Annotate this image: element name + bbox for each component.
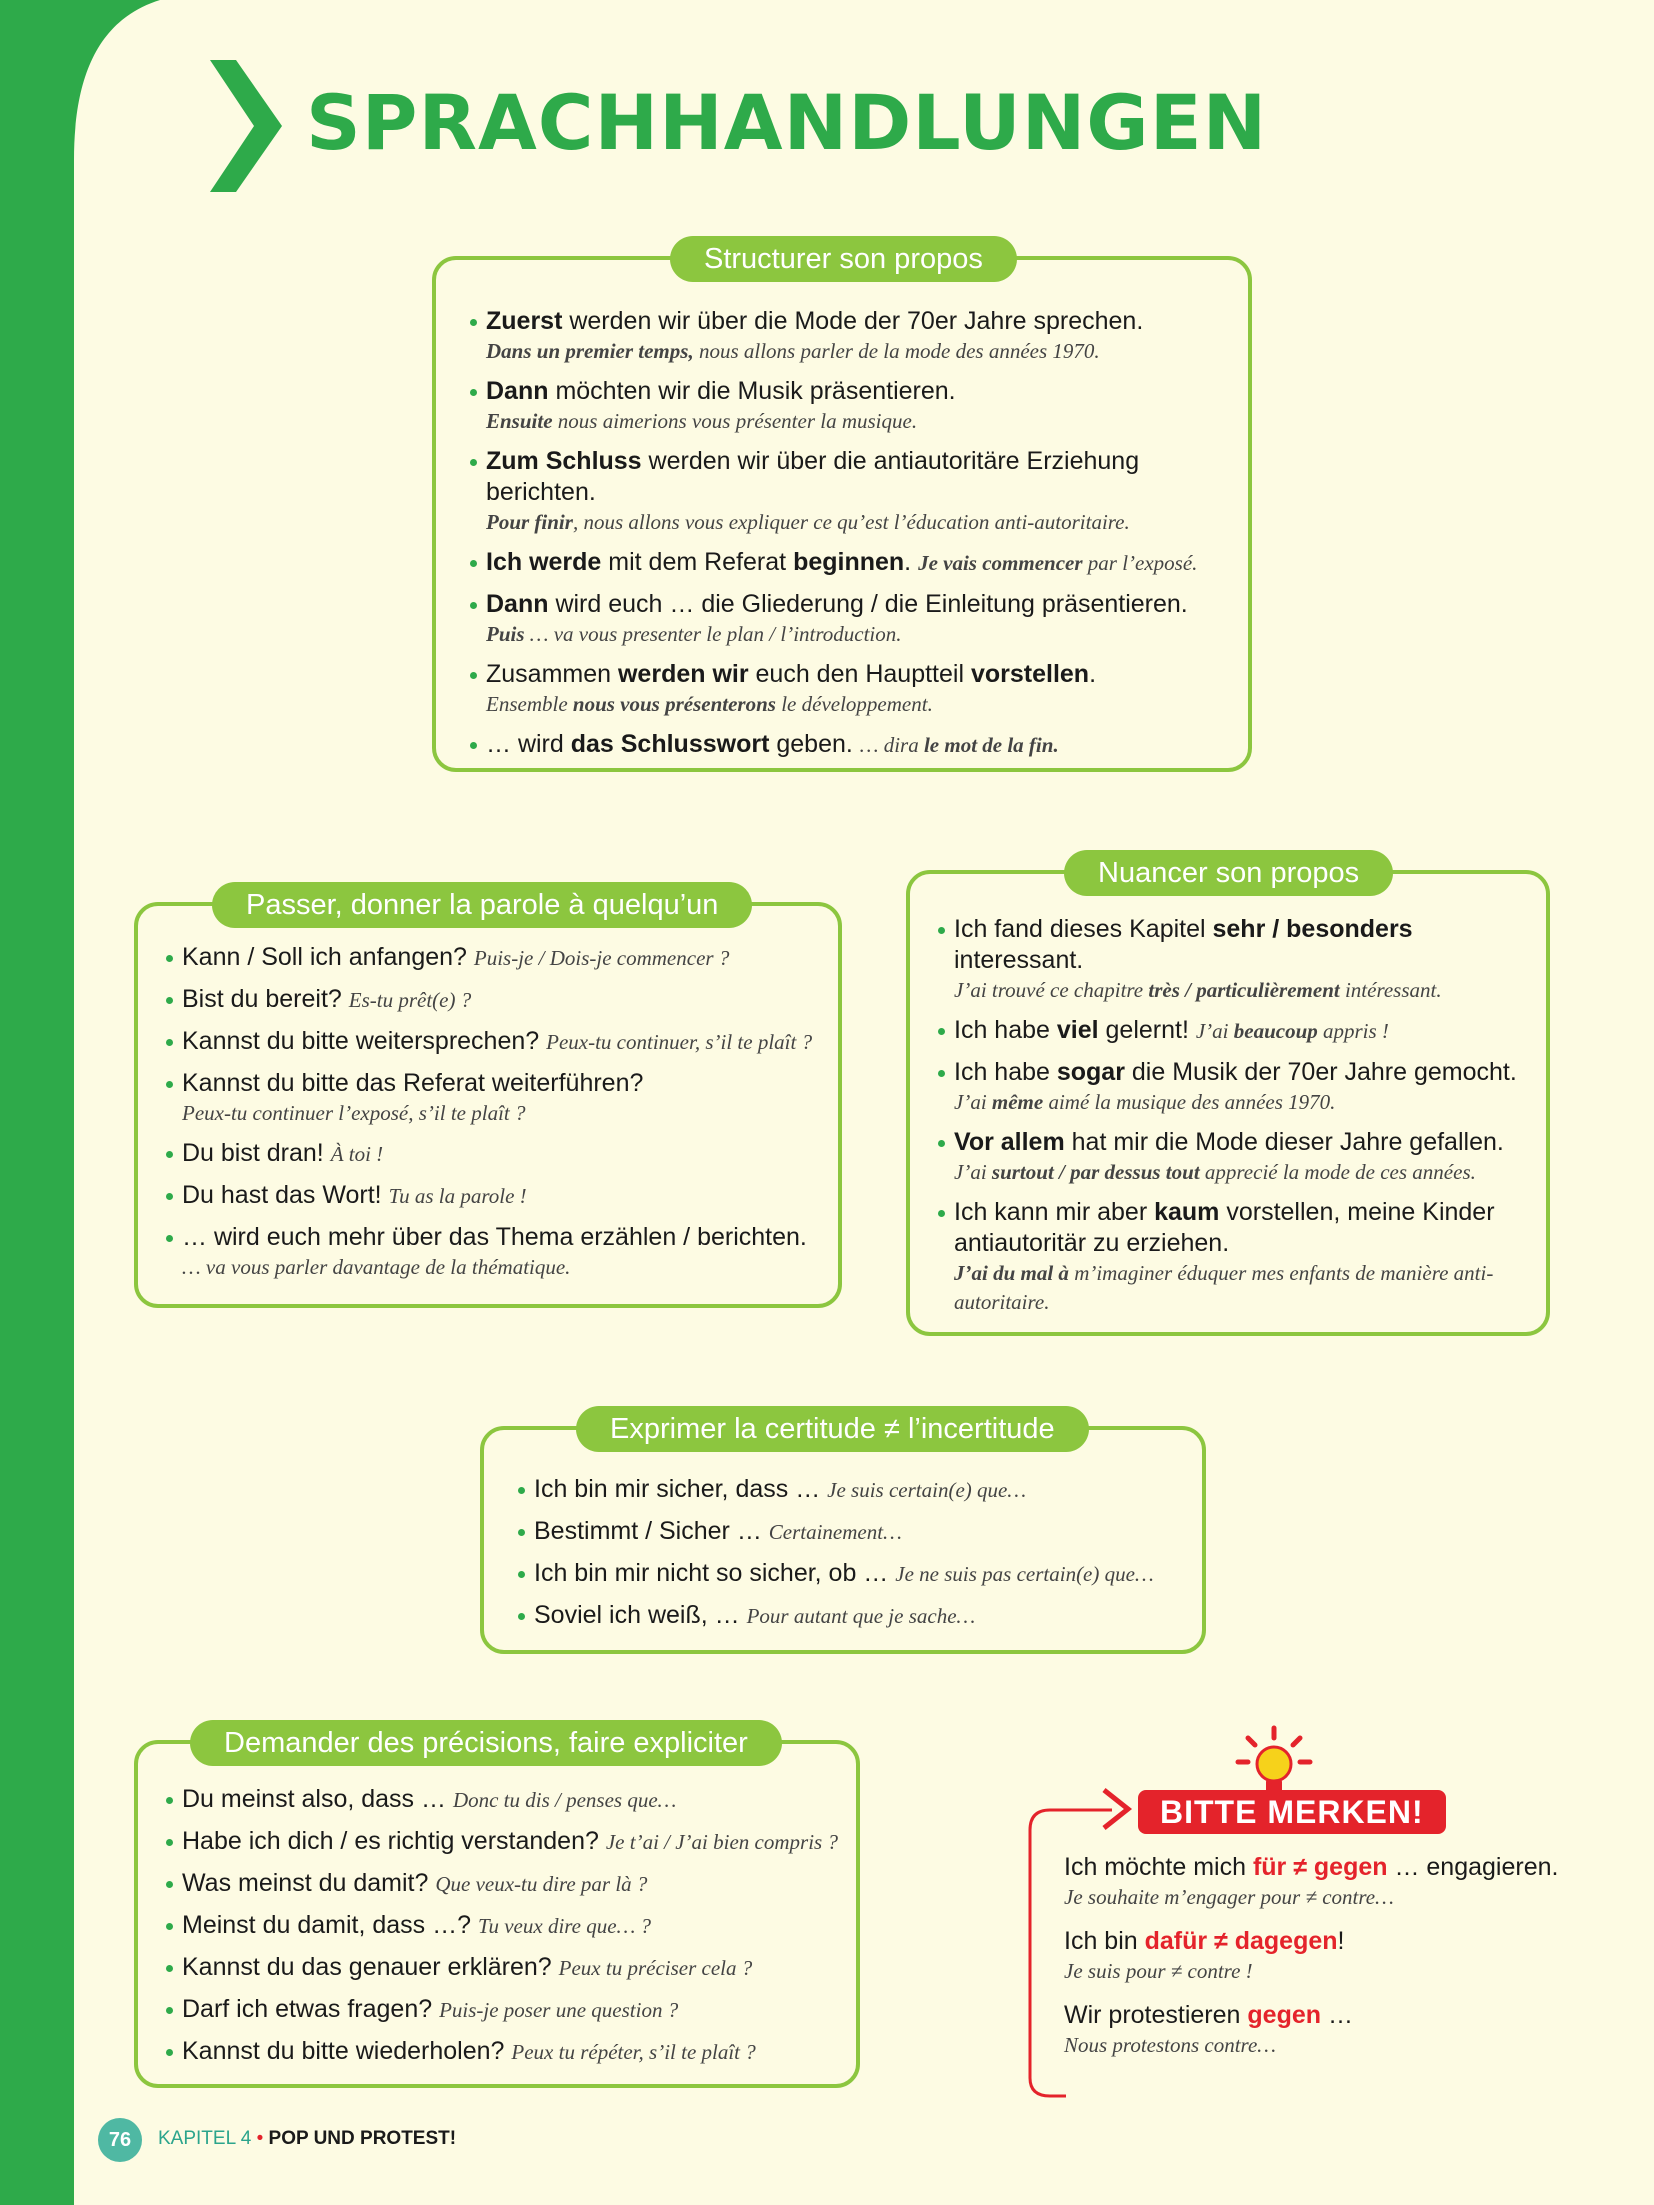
text-run: ! [1337, 1927, 1345, 1955]
text-run: , nous allons vous expliquer ce qu’est l’éducation anti-autoritaire. [572, 510, 1130, 534]
text-run: J’ai [954, 1090, 992, 1114]
text-run: J’ai [1195, 1019, 1234, 1043]
text-run: Ich bin [1064, 1927, 1145, 1955]
french-translation [486, 337, 1228, 366]
german-phrase [534, 1516, 1192, 1548]
french-translation [559, 1956, 753, 1980]
text-run: Je suis pour ≠ contre ! [1064, 1959, 1253, 1983]
list-item [166, 2036, 846, 2068]
list-item [166, 1868, 846, 1900]
french-translation [918, 551, 1197, 575]
text-run: par l’exposé. [1082, 551, 1198, 575]
bitte-merken-box [1026, 1724, 1586, 2084]
text-run: Ich fand dieses Kapitel [954, 915, 1213, 943]
text-run: Ich bin mir sicher, dass … [534, 1475, 828, 1503]
chapter-title: POP UND PROTEST! [268, 2128, 457, 2149]
merken-item [1064, 1926, 1584, 1986]
text-run: Du meinst also, dass … [182, 1785, 453, 1813]
german-phrase [954, 1057, 1536, 1088]
german-phrase [1064, 1926, 1584, 1957]
text-run: . [904, 548, 919, 576]
bold-term: Pour finir [486, 510, 573, 534]
text-run: hat mir die Mode dieser Jahre gefallen. [1064, 1128, 1504, 1156]
list-item [470, 729, 1228, 761]
list-item [938, 1197, 1536, 1317]
phrase-list [518, 1474, 1192, 1642]
list-item [470, 376, 1228, 436]
text-run: Je souhaite m’engager pour ≠ contre… [1064, 1885, 1394, 1909]
list-item [938, 1057, 1536, 1117]
text-run: werden wir über die Mode der 70er Jahre sprechen. [562, 307, 1144, 335]
text-run: Que veux-tu dire par là ? [435, 1872, 648, 1896]
list-item [166, 1994, 846, 2026]
text-run: Je t’ai / J’ai bien compris ? [605, 1830, 838, 1854]
page-number: 76 [98, 2118, 142, 2162]
text-run: Ich möchte mich [1064, 1853, 1253, 1881]
german-phrase [486, 659, 1228, 690]
text-run: Kannst du bitte weitersprechen? [182, 1027, 547, 1055]
bold-term: sogar [1056, 1058, 1125, 1086]
list-item [470, 446, 1228, 537]
left-color-band [0, 0, 74, 2205]
text-run: … engagieren. [1387, 1853, 1559, 1881]
french-translation [1196, 1019, 1389, 1043]
german-phrase [182, 1180, 824, 1212]
list-item [518, 1516, 1192, 1548]
bold-term: beaucoup [1233, 1019, 1318, 1043]
bold-term: Ich werde [486, 548, 602, 576]
german-phrase [486, 547, 1228, 579]
french-translation [331, 1142, 384, 1166]
french-translation [546, 1030, 812, 1054]
text-run: mit dem Referat [601, 548, 794, 576]
text-run: interessant. [954, 946, 1084, 974]
merken-item [1064, 1852, 1584, 1912]
text-run: m’imaginer éduquer mes enfants de manière anti-autoritaire. [954, 1261, 1494, 1314]
text-run: geben. [769, 730, 860, 758]
text-run: Tu veux dire que… ? [477, 1914, 651, 1938]
list-item [938, 1127, 1536, 1187]
text-run: Bestimmt / Sicher … [534, 1517, 769, 1545]
box-demander-precisions [134, 1727, 860, 2088]
german-phrase [486, 306, 1228, 337]
text-run: Tu as la parole ! [388, 1184, 527, 1208]
german-phrase [182, 1222, 824, 1253]
highlight-term: dafür ≠ dagegen [1144, 1927, 1338, 1955]
chevron-arrow-icon [1100, 1788, 1136, 1830]
merken-list [1064, 1852, 1584, 2074]
list-item [166, 1784, 846, 1816]
text-run: werden wir über die antiautoritäre Erziehung berichten. [486, 447, 1140, 506]
text-run: … dira [859, 733, 924, 757]
box-title-certitude: Exprimer la certitude ≠ l’incertitude [576, 1406, 1089, 1452]
text-run: … [1321, 2001, 1353, 2029]
text-run: Was meinst du damit? [182, 1869, 436, 1897]
german-phrase [182, 1784, 846, 1816]
text-run: Kannst du das genauer erklären? [182, 1953, 559, 1981]
text-run: … va vous parler davantage de la thématique. [182, 1255, 571, 1279]
bold-term: Zuerst [486, 307, 563, 335]
german-phrase [534, 1474, 1192, 1506]
bold-term: nous vous présenterons [572, 692, 776, 716]
text-run: Peux-tu continuer, s’il te plaît ? [546, 1030, 813, 1054]
text-run: nous allons parler de la mode des années 1970. [693, 339, 1100, 363]
german-phrase [182, 1026, 824, 1058]
phrase-list [470, 306, 1228, 771]
bold-term: Zum Schluss [486, 447, 642, 475]
bold-term: Puis [486, 622, 525, 646]
french-translation [1064, 2031, 1584, 2060]
box-passer-parole [134, 889, 842, 1308]
text-run: vorstellen, meine Kinder antiautoritär zu erziehen. [954, 1198, 1495, 1257]
french-translation [474, 946, 729, 970]
highlight-term: für ≠ gegen [1252, 1853, 1388, 1881]
german-phrase [182, 1138, 824, 1170]
box-title-structurer: Structurer son propos [670, 236, 1017, 282]
phrase-list [938, 914, 1536, 1327]
box-title-passer-parole: Passer, donner la parole à quelqu’un [212, 882, 752, 928]
german-phrase [486, 376, 1228, 407]
text-run: Nous protestons contre… [1064, 2033, 1276, 2057]
french-translation [606, 1830, 838, 1854]
french-translation [954, 1158, 1536, 1187]
text-run: Peux tu préciser cela ? [558, 1956, 753, 1980]
text-run: Kann / Soll ich anfangen? [182, 943, 474, 971]
list-item [166, 1068, 824, 1128]
french-translation [895, 1562, 1153, 1586]
german-phrase [182, 1952, 846, 1984]
list-item [470, 547, 1228, 579]
text-run: Ich kann mir aber [954, 1198, 1155, 1226]
list-item [518, 1600, 1192, 1632]
bold-term: Ensuite [486, 409, 553, 433]
french-translation [182, 1099, 824, 1128]
box-structurer [432, 243, 1252, 772]
german-phrase [182, 942, 824, 974]
french-translation [1064, 1883, 1584, 1912]
german-phrase [534, 1600, 1192, 1632]
list-item [518, 1558, 1192, 1590]
list-item [166, 984, 824, 1016]
french-translation [860, 733, 1059, 757]
text-run: Du hast das Wort! [182, 1181, 389, 1209]
text-run: … wird [486, 730, 571, 758]
bold-term: Je vais commencer [918, 551, 1083, 575]
french-translation [954, 1259, 1536, 1317]
text-run: aimé la musique des années 1970. [1043, 1090, 1336, 1114]
german-phrase [534, 1558, 1192, 1590]
chevron-arrow-icon [206, 60, 286, 192]
text-run: Puis-je / Dois-je commencer ? [473, 946, 730, 970]
text-run: Ich habe [954, 1016, 1057, 1044]
french-translation [486, 508, 1228, 537]
french-translation [182, 1253, 824, 1282]
german-phrase [954, 1127, 1536, 1158]
list-item [166, 1026, 824, 1058]
chapter-separator: • [256, 2128, 264, 2149]
bold-term: le mot de la fin. [923, 733, 1059, 757]
text-run: Ich habe [954, 1058, 1057, 1086]
footer-chapter [158, 2128, 456, 2150]
bold-term: werden wir [617, 660, 749, 688]
french-translation [453, 1788, 676, 1812]
text-run: Pour autant que je sache… [746, 1604, 976, 1628]
text-run: gelernt! [1098, 1016, 1196, 1044]
text-run: Kannst du bitte wiederholen? [182, 2037, 512, 2065]
german-phrase [954, 914, 1536, 976]
bold-term: même [991, 1090, 1044, 1114]
text-run: Bist du bereit? [182, 985, 349, 1013]
phrase-list [166, 942, 824, 1292]
bold-term: kaum [1154, 1198, 1220, 1226]
french-translation [511, 2040, 755, 2064]
merken-item [1064, 2000, 1584, 2060]
text-run: … va vous presenter le plan / l’introduction. [524, 622, 902, 646]
german-phrase [486, 446, 1228, 508]
text-run: J’ai trouvé ce chapitre [954, 978, 1149, 1002]
bold-term: vorstellen [970, 660, 1090, 688]
bold-term: surtout / par dessus tout [991, 1160, 1200, 1184]
text-run: Donc tu dis / penses que… [452, 1788, 677, 1812]
german-phrase [182, 984, 824, 1016]
french-translation [486, 690, 1228, 719]
list-item [938, 914, 1536, 1005]
text-run: Je ne suis pas certain(e) que… [895, 1562, 1154, 1586]
corner-curve-decoration [0, 0, 160, 300]
list-item [166, 1910, 846, 1942]
german-phrase [182, 1910, 846, 1942]
bold-term: viel [1056, 1016, 1099, 1044]
list-item [166, 942, 824, 974]
list-item [938, 1015, 1536, 1047]
list-item [166, 1180, 824, 1212]
french-translation [1064, 1957, 1584, 1986]
text-run: Du bist dran! [182, 1139, 331, 1167]
french-translation [486, 620, 1228, 649]
text-run: die Musik der 70er Jahre gemocht. [1124, 1058, 1517, 1086]
text-run: . [1089, 660, 1097, 688]
list-item [470, 589, 1228, 649]
page-title: SPRACHHANDLUNGEN [306, 78, 1268, 167]
text-run: Je suis certain(e) que… [827, 1478, 1027, 1502]
text-run: le développement. [775, 692, 933, 716]
text-run: Darf ich etwas fragen? [182, 1995, 440, 2023]
text-run: Habe ich dich / es richtig verstanden? [182, 1827, 606, 1855]
list-item [470, 306, 1228, 366]
text-run: J’ai [954, 1160, 992, 1184]
list-item [166, 1826, 846, 1858]
text-run: nous aimerions vous présenter la musique. [552, 409, 918, 433]
text-run: Es-tu prêt(e) ? [348, 988, 472, 1012]
german-phrase [954, 1015, 1536, 1047]
german-phrase [182, 1994, 846, 2026]
merken-title: BITTE MERKEN! [1138, 1790, 1446, 1834]
text-run: … wird euch mehr über das Thema erzählen / berichten. [182, 1223, 807, 1251]
list-item [518, 1474, 1192, 1506]
list-item [166, 1222, 824, 1282]
french-translation [954, 976, 1536, 1005]
french-translation [435, 1872, 647, 1896]
french-translation [769, 1520, 902, 1544]
highlight-term: gegen [1247, 2001, 1322, 2029]
german-phrase [182, 1868, 846, 1900]
box-nuancer [906, 857, 1550, 1336]
lightbulb-icon [1234, 1724, 1314, 1800]
phrase-list [166, 1784, 846, 2078]
german-phrase [486, 589, 1228, 620]
box-title-nuancer: Nuancer son propos [1064, 850, 1393, 896]
text-run: Peux tu répéter, s’il te plaît ? [511, 2040, 756, 2064]
text-run: Certainement… [768, 1520, 902, 1544]
french-translation [954, 1088, 1536, 1117]
text-run: euch den Hauptteil [748, 660, 971, 688]
french-translation [478, 1914, 651, 1938]
text-run: Ensemble [486, 692, 573, 716]
french-translation [747, 1604, 976, 1628]
german-phrase [182, 2036, 846, 2068]
bold-term: Vor allem [954, 1128, 1065, 1156]
bold-term: Dans un premier temps, [486, 339, 694, 363]
text-run: Wir protestieren [1064, 2001, 1248, 2029]
text-run: Puis-je poser une question ? [439, 1998, 679, 2022]
text-run: appris ! [1317, 1019, 1389, 1043]
text-run: intéressant. [1339, 978, 1442, 1002]
german-phrase [182, 1826, 846, 1858]
text-run: Kannst du bitte das Referat weiterführen? [182, 1069, 644, 1097]
bold-term: sehr / besonders [1212, 915, 1413, 943]
french-translation [389, 1184, 527, 1208]
text-run: apprecié la mode de ces années. [1199, 1160, 1476, 1184]
german-phrase [1064, 1852, 1584, 1883]
list-item [166, 1952, 846, 1984]
german-phrase [954, 1197, 1536, 1259]
french-translation [486, 407, 1228, 436]
french-translation [439, 1998, 678, 2022]
bold-term: J’ai du mal à [954, 1261, 1069, 1285]
bold-term: das Schlusswort [570, 730, 770, 758]
chapter-label: KAPITEL 4 [158, 2128, 252, 2149]
text-run: Meinst du damit, dass …? [182, 1911, 478, 1939]
german-phrase [182, 1068, 824, 1099]
french-translation [349, 988, 471, 1012]
box-title-demander: Demander des précisions, faire expliciter [190, 1720, 782, 1766]
text-run: möchten wir die Musik präsentieren. [548, 377, 956, 405]
bold-term: Dann [486, 590, 549, 618]
french-translation [827, 1478, 1026, 1502]
list-item [166, 1138, 824, 1170]
german-phrase [486, 729, 1228, 761]
list-item [470, 659, 1228, 719]
text-run: Soviel ich weiß, … [534, 1601, 747, 1629]
bold-term: très / particulièrement [1148, 978, 1340, 1002]
text-run: À toi ! [330, 1142, 384, 1166]
text-run: Peux-tu continuer l’exposé, s’il te plaît ? [182, 1101, 526, 1125]
bold-term: Dann [486, 377, 549, 405]
text-run: Ich bin mir nicht so sicher, ob … [534, 1559, 896, 1587]
box-certitude [480, 1413, 1206, 1654]
text-run: Zusammen [486, 660, 618, 688]
german-phrase [1064, 2000, 1584, 2031]
bold-term: beginnen [793, 548, 905, 576]
text-run: wird euch … die Gliederung / die Einleitung präsentieren. [548, 590, 1188, 618]
